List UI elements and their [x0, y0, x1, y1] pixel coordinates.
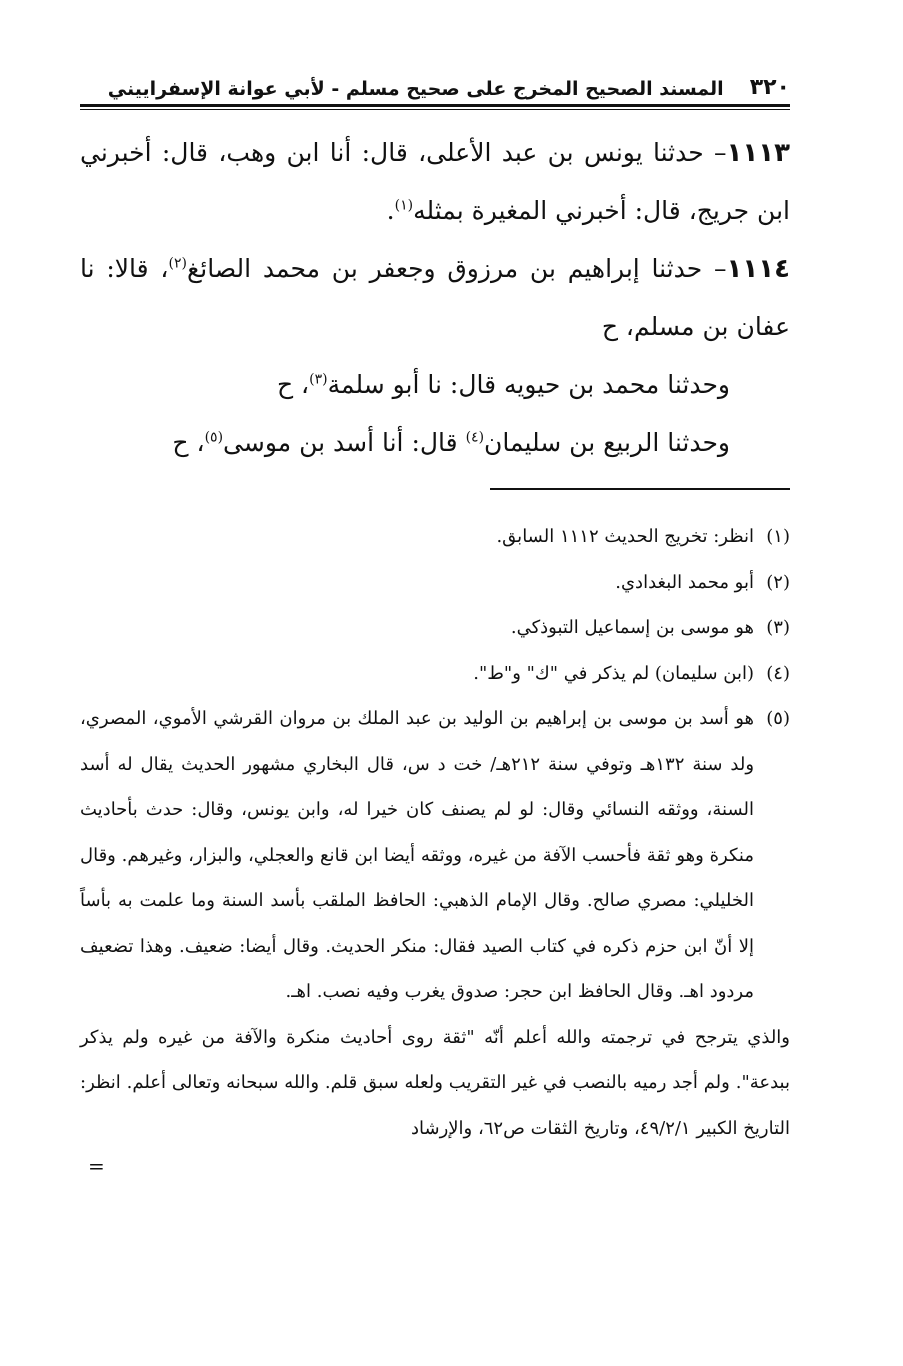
footnote-text: (ابن سليمان) لم يذكر في "ك" و"ط". — [473, 662, 754, 684]
page-number: ٣٢٠ — [749, 75, 790, 100]
running-header — [80, 62, 790, 100]
main-text — [80, 124, 790, 472]
chain-text-end: ، ح — [276, 370, 310, 399]
chain-text-end: ، ح — [172, 428, 205, 457]
footnotes — [80, 514, 790, 1181]
chain-line — [80, 356, 790, 414]
hadith-number: ١١١٤ — [726, 254, 790, 284]
hadith-1114 — [80, 240, 790, 356]
hadith-1113 — [80, 124, 790, 240]
chain-text: وحدثنا الربيع بن سليمان — [484, 428, 730, 457]
footnote-text: هو موسى بن إسماعيل التبوذكي. — [510, 617, 754, 638]
hadith-text: – حدثنا إبراهيم بن مرزوق وجعفر بن محمد الصائغ — [186, 254, 727, 283]
continuation-mark: = — [88, 1154, 105, 1178]
footnote-1 — [80, 514, 790, 560]
header-rule-thin — [80, 109, 790, 110]
footnote-4 — [80, 651, 790, 697]
footnote-mark: (٤) — [766, 662, 790, 684]
footnote-5-continuation: والذي يترجح في ترجمته والله أعلم أنّه "ثقة روى أحاديث منكرة والآفة من غيره ولم يذكر ببدعة". ولم أجد رميه بالنصب في غير التقريب ولعله سبق قلم. والله سبحانه وتعالى أعلم. انظر: التاريخ الكبير ٤٩/٢/١، وتاريخ الثقات ص٦٢، والإرشاد — [80, 1026, 790, 1139]
footnote-ref[interactable]: (١) — [394, 197, 414, 214]
hadith-text-end: ، قالا: نا عفان بن مسلم، ح — [80, 254, 790, 341]
footnote-mark: (١) — [766, 526, 790, 547]
hadith-text: – حدثنا يونس بن عبد الأعلى، قال: أنا ابن وهب، قال: أخبرني ابن جريج، قال: أخبرني المغيرة بمثله — [80, 138, 790, 225]
hadith-number: ١١١٣ — [726, 138, 790, 168]
footnote-3 — [80, 605, 790, 651]
footnote-ref[interactable]: (٣) — [309, 371, 328, 388]
footnote-text: أبو محمد البغدادي. — [615, 571, 754, 593]
footnote-ref[interactable]: (٤) — [465, 429, 485, 446]
footnote-mark: (٣) — [766, 617, 790, 638]
hadith-text-end: . — [386, 196, 395, 225]
running-title: المسند الصحيح المخرج على صحيح مسلم - لأبي عوانة الإسفراييني — [107, 78, 724, 100]
footnote-mark: (٥) — [766, 708, 790, 729]
chain-text-mid: قال: أنا أسد بن موسى — [223, 428, 466, 457]
chain-line — [80, 414, 790, 472]
chain-text: وحدثنا محمد بن حيويه قال: نا أبو سلمة — [327, 370, 730, 399]
footnote-2 — [80, 560, 790, 606]
footnote-text: انظر: تخريج الحديث ١١١٢ السابق. — [496, 526, 754, 547]
footnote-mark: (٢) — [766, 571, 790, 593]
footnote-text: هو أسد بن موسى بن إبراهيم بن الوليد بن عبد الملك بن مروان القرشي الأموي، المصري، ولد سنة ١٣٢هـ وتوفي سنة ٢١٢هـ/ خت د س، قال البخاري مشهور الحديث يقال له أسد السنة، ووثقه النسائي وقال: لو لم يصنف كان خيرا له، وابن يونس، وقال: حدث بأحاديث منكرة وهو ثقة فأحسب الآفة من غيره، ووثقه أيضا ابن قانع والعجلي، والبزار، وغيرهم. وقال الخليلي: مصري صالح. وقال الإمام الذهبي: الحافظ الملقب بأسد السنة وما علمت به بأساً إلا أنّ ابن حزم ذكره في كتاب الصيد فقال: منكر الحديث. وقال أيضا: ضعيف. وهذا تضعيف مردود اهـ. وقال الحافظ ابن حجر: صدوق يغرب وفيه نصب. اهـ. — [80, 708, 755, 1002]
footnote-5 — [80, 696, 790, 1015]
footnote-separator — [490, 488, 790, 490]
footnote-ref[interactable]: (٢) — [168, 255, 187, 272]
header-rule — [80, 104, 790, 107]
footnote-ref[interactable]: (٥) — [204, 429, 224, 446]
